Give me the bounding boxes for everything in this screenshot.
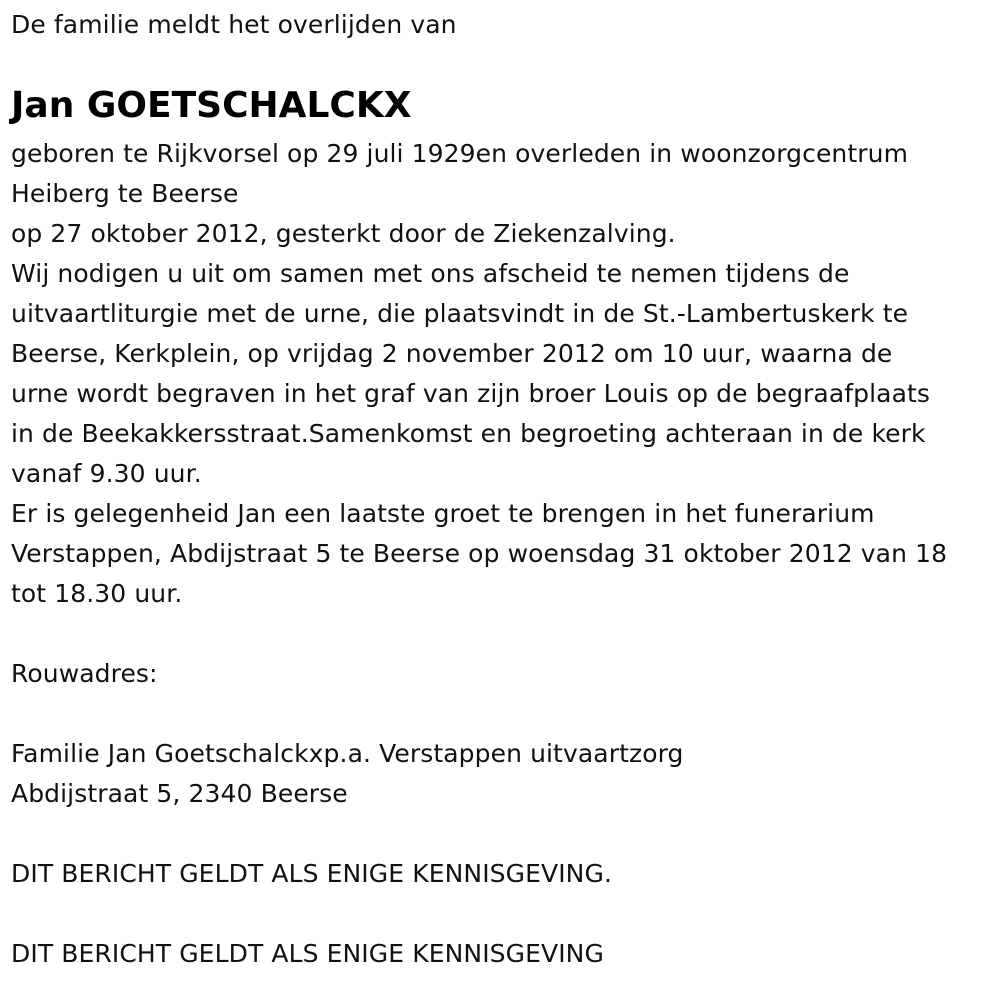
- notice-text: DIT BERICHT GELDT ALS ENIGE KENNISGEVING.: [11, 859, 612, 888]
- address-label: Rouwadres:: [11, 659, 158, 688]
- body-line: geboren te Rijkvorsel op 29 juli 1929en overleden in woonzorgcentrum: [11, 139, 909, 168]
- intro-text: De familie meldt het overlijden van: [11, 10, 457, 39]
- body-line: vanaf 9.30 uur.: [11, 459, 202, 488]
- body-line: tot 18.30 uur.: [11, 579, 183, 608]
- body-line: Wij nodigen u uit om samen met ons afscheid te nemen tijdens de: [11, 259, 850, 288]
- body-line: uitvaartliturgie met de urne, die plaatsvindt in de St.-Lambertuskerk te: [11, 299, 909, 328]
- body-line: in de Beekakkersstraat.Samenkomst en begroeting achteraan in de kerk: [11, 419, 926, 448]
- obituary-body: [11, 134, 947, 614]
- body-line: Er is gelegenheid Jan een laatste groet te brengen in het funerarium: [11, 499, 875, 528]
- notice-text: DIT BERICHT GELDT ALS ENIGE KENNISGEVING: [11, 939, 604, 968]
- address-line: Familie Jan Goetschalckxp.a. Verstappen uitvaartzorg: [11, 739, 684, 768]
- address-block: [11, 734, 684, 814]
- body-line: Beerse, Kerkplein, op vrijdag 2 november 2012 om 10 uur, waarna de: [11, 339, 893, 368]
- body-line: op 27 oktober 2012, gesterkt door de Ziekenzalving.: [11, 219, 676, 248]
- address-line: Abdijstraat 5, 2340 Beerse: [11, 779, 348, 808]
- body-line: Heiberg te Beerse: [11, 179, 239, 208]
- deceased-name: Jan GOETSCHALCKX: [11, 85, 412, 126]
- body-line: urne wordt begraven in het graf van zijn broer Louis op de begraafplaats: [11, 379, 931, 408]
- body-line: Verstappen, Abdijstraat 5 te Beerse op woensdag 31 oktober 2012 van 18: [11, 539, 948, 568]
